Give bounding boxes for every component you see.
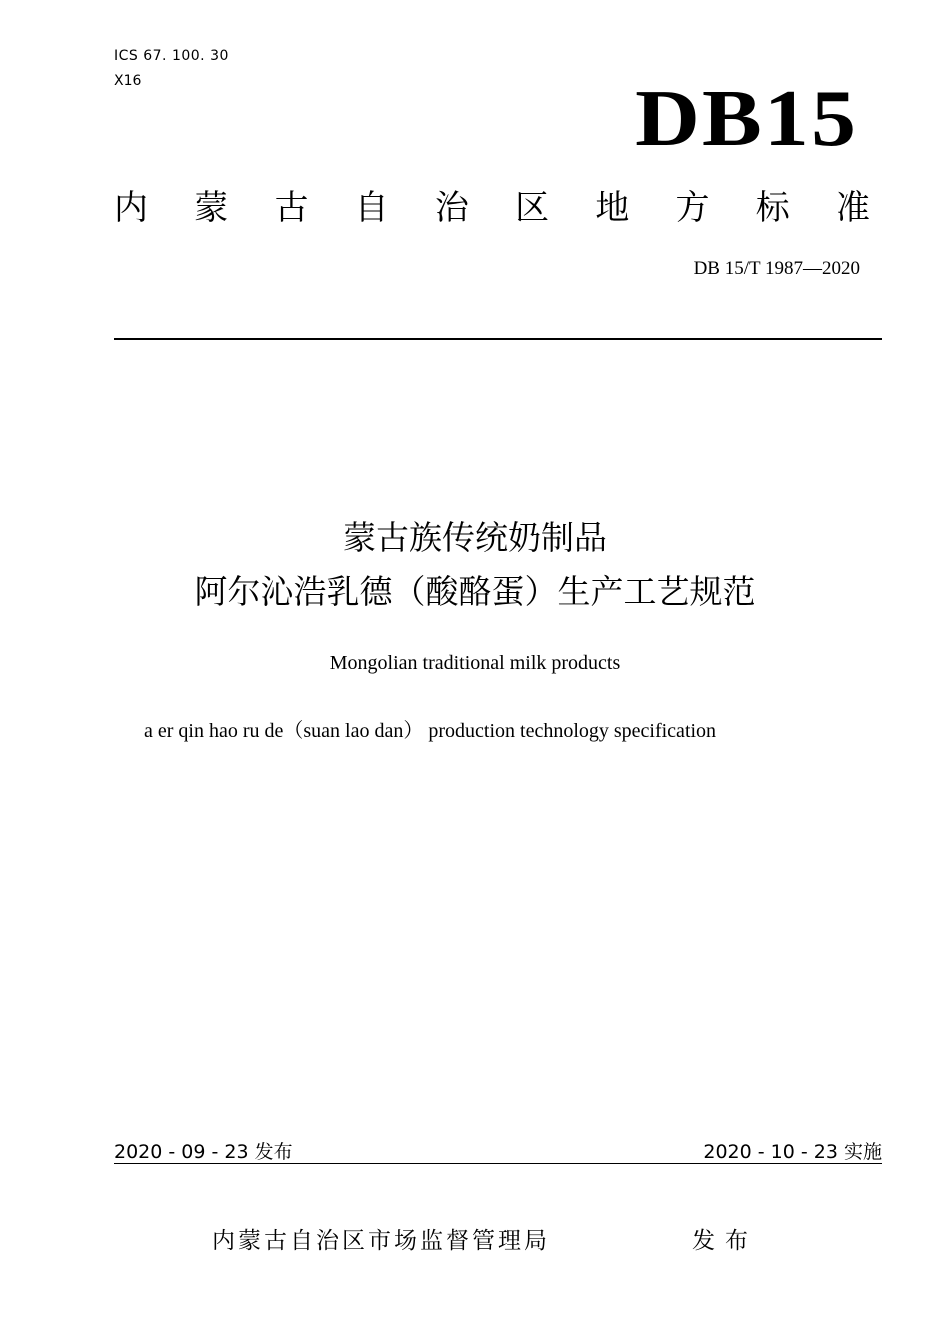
title-zh-line2: 阿尔沁浩乳德（酸酪蛋）生产工艺规范 <box>194 572 756 611</box>
standard-type-char: 蒙 <box>194 188 229 228</box>
standard-type-char: 内 <box>114 188 148 228</box>
standard-number: DB 15/T 1987—2020 <box>693 258 860 279</box>
standard-type-char: 古 <box>274 188 309 228</box>
standard-logo: DB15 <box>634 75 858 163</box>
implementation-date: 2020 - 10 - 23 实施 <box>703 1141 882 1163</box>
standard-type-char: 准 <box>835 188 870 228</box>
standard-type-char: 标 <box>755 188 790 228</box>
issue-date: 2020 - 09 - 23 发布 <box>114 1141 293 1163</box>
header-divider <box>114 338 882 340</box>
issuer: 内蒙古自治区市场监督管理局 <box>212 1228 550 1254</box>
standard-type-char: 治 <box>434 188 469 228</box>
ics-code: ICS 67. 100. 30 <box>114 48 229 64</box>
standard-type-char: 区 <box>515 188 550 228</box>
classification-code: X16 <box>114 73 142 89</box>
standard-type-char: 方 <box>675 188 710 228</box>
standard-type <box>114 186 870 230</box>
issue-label: 发布 <box>692 1228 758 1254</box>
standard-type-char: 地 <box>595 188 630 228</box>
footer-divider <box>114 1163 882 1164</box>
standard-type-char: 自 <box>354 188 389 228</box>
title-en-line2: a er qin hao ru de（suan lao dan） production technology specification <box>144 720 717 742</box>
title-zh-line1: 蒙古族传统奶制品 <box>343 518 607 557</box>
title-en-line1: Mongolian traditional milk products <box>329 652 621 674</box>
